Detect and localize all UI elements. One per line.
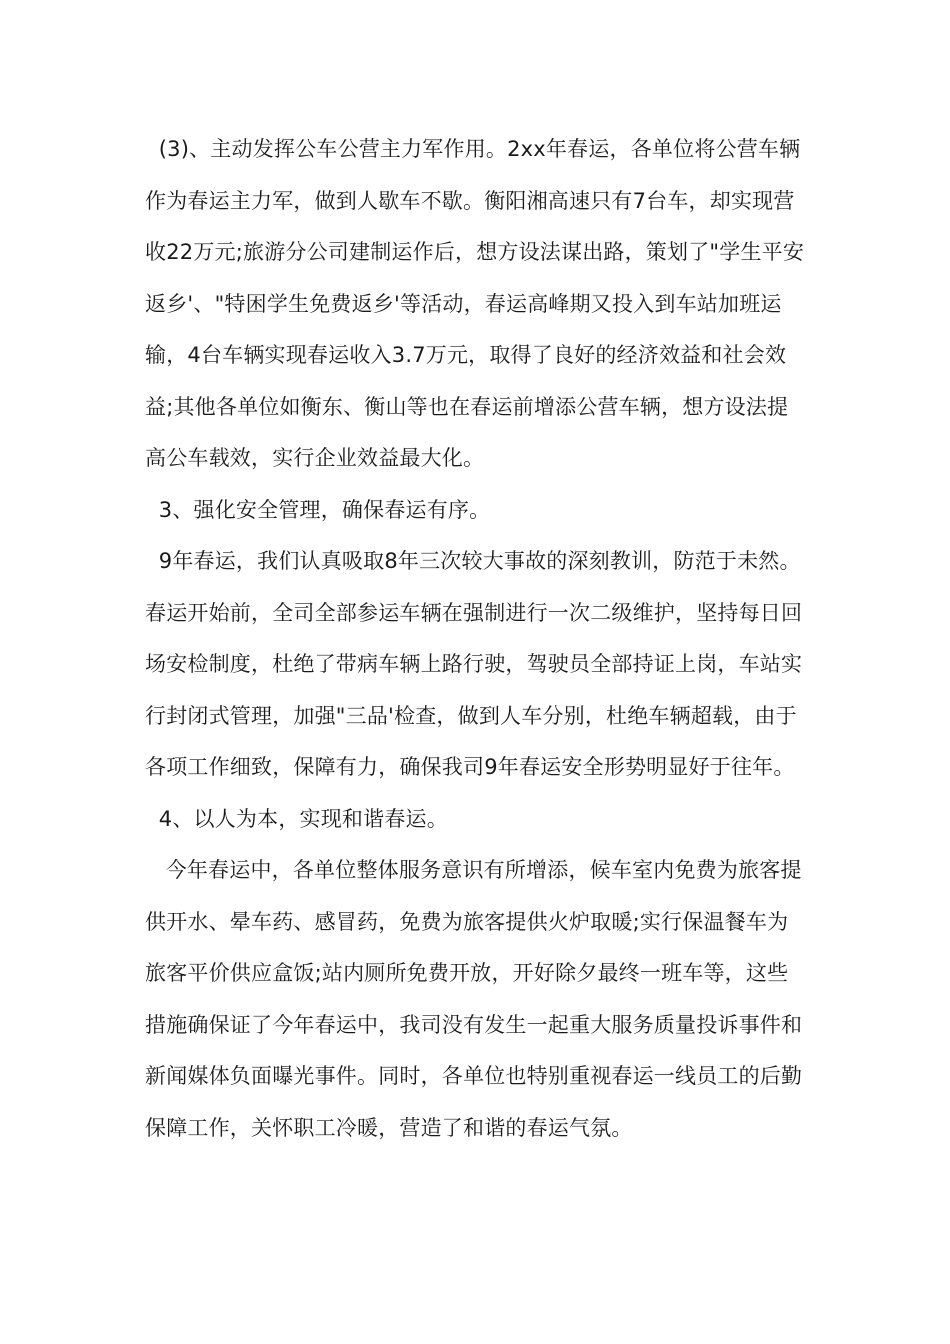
document-body bbox=[145, 124, 807, 1154]
paragraph-safety-management: 9年春运，我们认真吸取8年三次较大事故的深刻教训，防范于未然。春运开始前，全司全部参运车辆在强制进行一次二级维护，坚持每日回场安检制度，杜绝了带病车辆上路行驶，驾驶员全部持证上岗，车站实行封闭式管理，加强"三品'检查，做到人车分别，杜绝车辆超载，由于各项工作细致，保障有力，确保我司9年春运安全形势明显好于往年。 bbox=[145, 549, 803, 779]
heading-safety-management: 3、强化安全管理，确保春运有序。 bbox=[145, 497, 491, 522]
paragraph-public-vehicles: (3)、主动发挥公车公营主力军作用。2xx年春运，各单位将公营车辆作为春运主力军，做到人歇车不歇。衡阳湘高速只有7台车，却实现营收22万元;旅游分公司建制运作后，想方设法谋出路，策划了"学生平安返乡'、"特困学生免费返乡'等活动，春运高峰期又投入到车站加班运输，4台车辆实现春运收入3.7万元，取得了良好的经济效益和社会效益;其他各单位如衡东、衡山等也在春运前增添公营车辆，想方设法提高公车载效，实行企业效益最大化。 bbox=[145, 137, 805, 470]
paragraph-people-oriented: 今年春运中，各单位整体服务意识有所增添，候车室内免费为旅客提供开水、晕车药、感冒药，免费为旅客提供火炉取暖;实行保温餐车为旅客平价供应盒饭;站内厕所免费开放，开好除夕最终一班车等，这些措施确保证了今年春运中，我司没有发生一起重大服务质量投诉事件和新闻媒体负面曝光事件。同时，各单位也特别重视春运一线员工的后勤保障工作，关怀职工冷暖，营造了和谐的春运气氛。 bbox=[145, 858, 803, 1140]
heading-people-oriented: 4、以人为本，实现和谐春运。 bbox=[145, 806, 448, 831]
